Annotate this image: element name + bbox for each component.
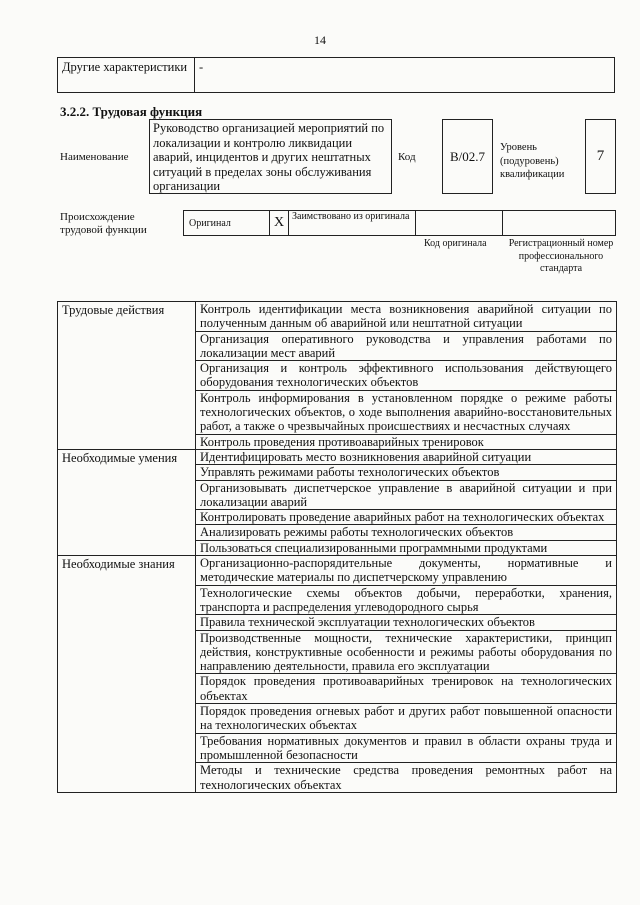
section-category: Необходимые знания bbox=[58, 556, 196, 793]
section-item: Идентифицировать место возникновения аварийной ситуации bbox=[196, 449, 617, 464]
section-item: Анализировать режимы работы технологических объектов bbox=[196, 525, 617, 540]
table-row bbox=[58, 556, 617, 586]
table-row bbox=[184, 211, 616, 236]
registration-number-caption: Регистрационный номер профессионального стандарта bbox=[508, 238, 614, 274]
section-category: Необходимые умения bbox=[58, 449, 196, 555]
original-code-cell bbox=[416, 211, 503, 236]
function-code: B/02.7 bbox=[442, 119, 493, 194]
registration-number-cell bbox=[503, 211, 616, 236]
section-item: Организация оперативного руководства и управления работами по локализации мест аварий bbox=[196, 331, 617, 361]
other-characteristics-table bbox=[57, 57, 615, 93]
other-characteristics-value: - bbox=[195, 58, 615, 93]
section-item: Контролировать проведение аварийных работ на технологических объектах bbox=[196, 510, 617, 525]
name-label: Наименование bbox=[60, 151, 129, 163]
section-item: Контроль идентификации места возникновения аварийной ситуации по полученным данным об аварийной или нештатной ситуации bbox=[196, 302, 617, 332]
table-row bbox=[58, 58, 615, 93]
section-item: Контроль проведения противоаварийных тренировок bbox=[196, 434, 617, 449]
borrowed-label: Заимствовано из оригинала bbox=[289, 211, 416, 236]
section-item: Технологические схемы объектов добычи, переработки, хранения, транспорта и распределения углеводородного сырья bbox=[196, 585, 617, 615]
labor-function-table bbox=[57, 301, 617, 793]
section-item: Пользоваться специализированными программными продуктами bbox=[196, 540, 617, 555]
section-item: Методы и технические средства проведения ремонтных работ на технологических объектах bbox=[196, 763, 617, 793]
table-row bbox=[58, 302, 617, 332]
original-mark: X bbox=[270, 211, 289, 236]
section-item: Требования нормативных документов и правил в области охраны труда и промышленной безопасности bbox=[196, 733, 617, 763]
table-row bbox=[58, 449, 617, 464]
section-item: Порядок проведения огневых работ и других работ повышенной опасности на технологических объектах bbox=[196, 704, 617, 734]
section-item: Правила технической эксплуатации технологических объектов bbox=[196, 615, 617, 630]
section-item: Управлять режимами работы технологических объектов bbox=[196, 465, 617, 480]
section-category: Трудовые действия bbox=[58, 302, 196, 450]
page-number: 14 bbox=[314, 33, 326, 47]
other-characteristics-label: Другие характеристики bbox=[58, 58, 195, 93]
original-code-caption: Код оригинала bbox=[424, 238, 487, 249]
function-name: Руководство организацией мероприятий по локализации и контролю ликвидации аварий, инцидентов и других нештатных ситуаций в пределах зоны обслуживания организации bbox=[149, 119, 392, 194]
section-title: 3.2.2. Трудовая функция bbox=[60, 104, 203, 119]
qualification-level: 7 bbox=[585, 119, 616, 194]
qualification-level-label: Уровень (подуровень) квалификации bbox=[500, 142, 565, 180]
section-item: Контроль информирования в установленном порядке о режиме работы технологических объектов, о ходе выполнения аварийно-восстановительных работ, а также о чрезвычайных происшествиях и несчастных случаях bbox=[196, 390, 617, 434]
section-item: Производственные мощности, технические характеристики, принцип действия, конструктивные особенности и режимы работы оборудования по направлению деятельности, правила его эксплуатации bbox=[196, 630, 617, 674]
original-label: Оригинал bbox=[184, 211, 270, 236]
origin-label: Происхождение трудовой функции bbox=[60, 211, 147, 236]
section-item: Организация и контроль эффективного использования действующего оборудования технологических объектов bbox=[196, 361, 617, 391]
section-item: Организовывать диспетчерское управление в аварийной ситуации и при локализации аварий bbox=[196, 480, 617, 510]
section-item: Организационно-распорядительные документы, нормативные и методические материалы по диспетчерскому управлению bbox=[196, 556, 617, 586]
labor-function-body bbox=[58, 302, 617, 793]
code-label: Код bbox=[398, 151, 416, 163]
origin-table bbox=[183, 210, 616, 236]
section-item: Порядок проведения противоаварийных тренировок на технологических объектах bbox=[196, 674, 617, 704]
